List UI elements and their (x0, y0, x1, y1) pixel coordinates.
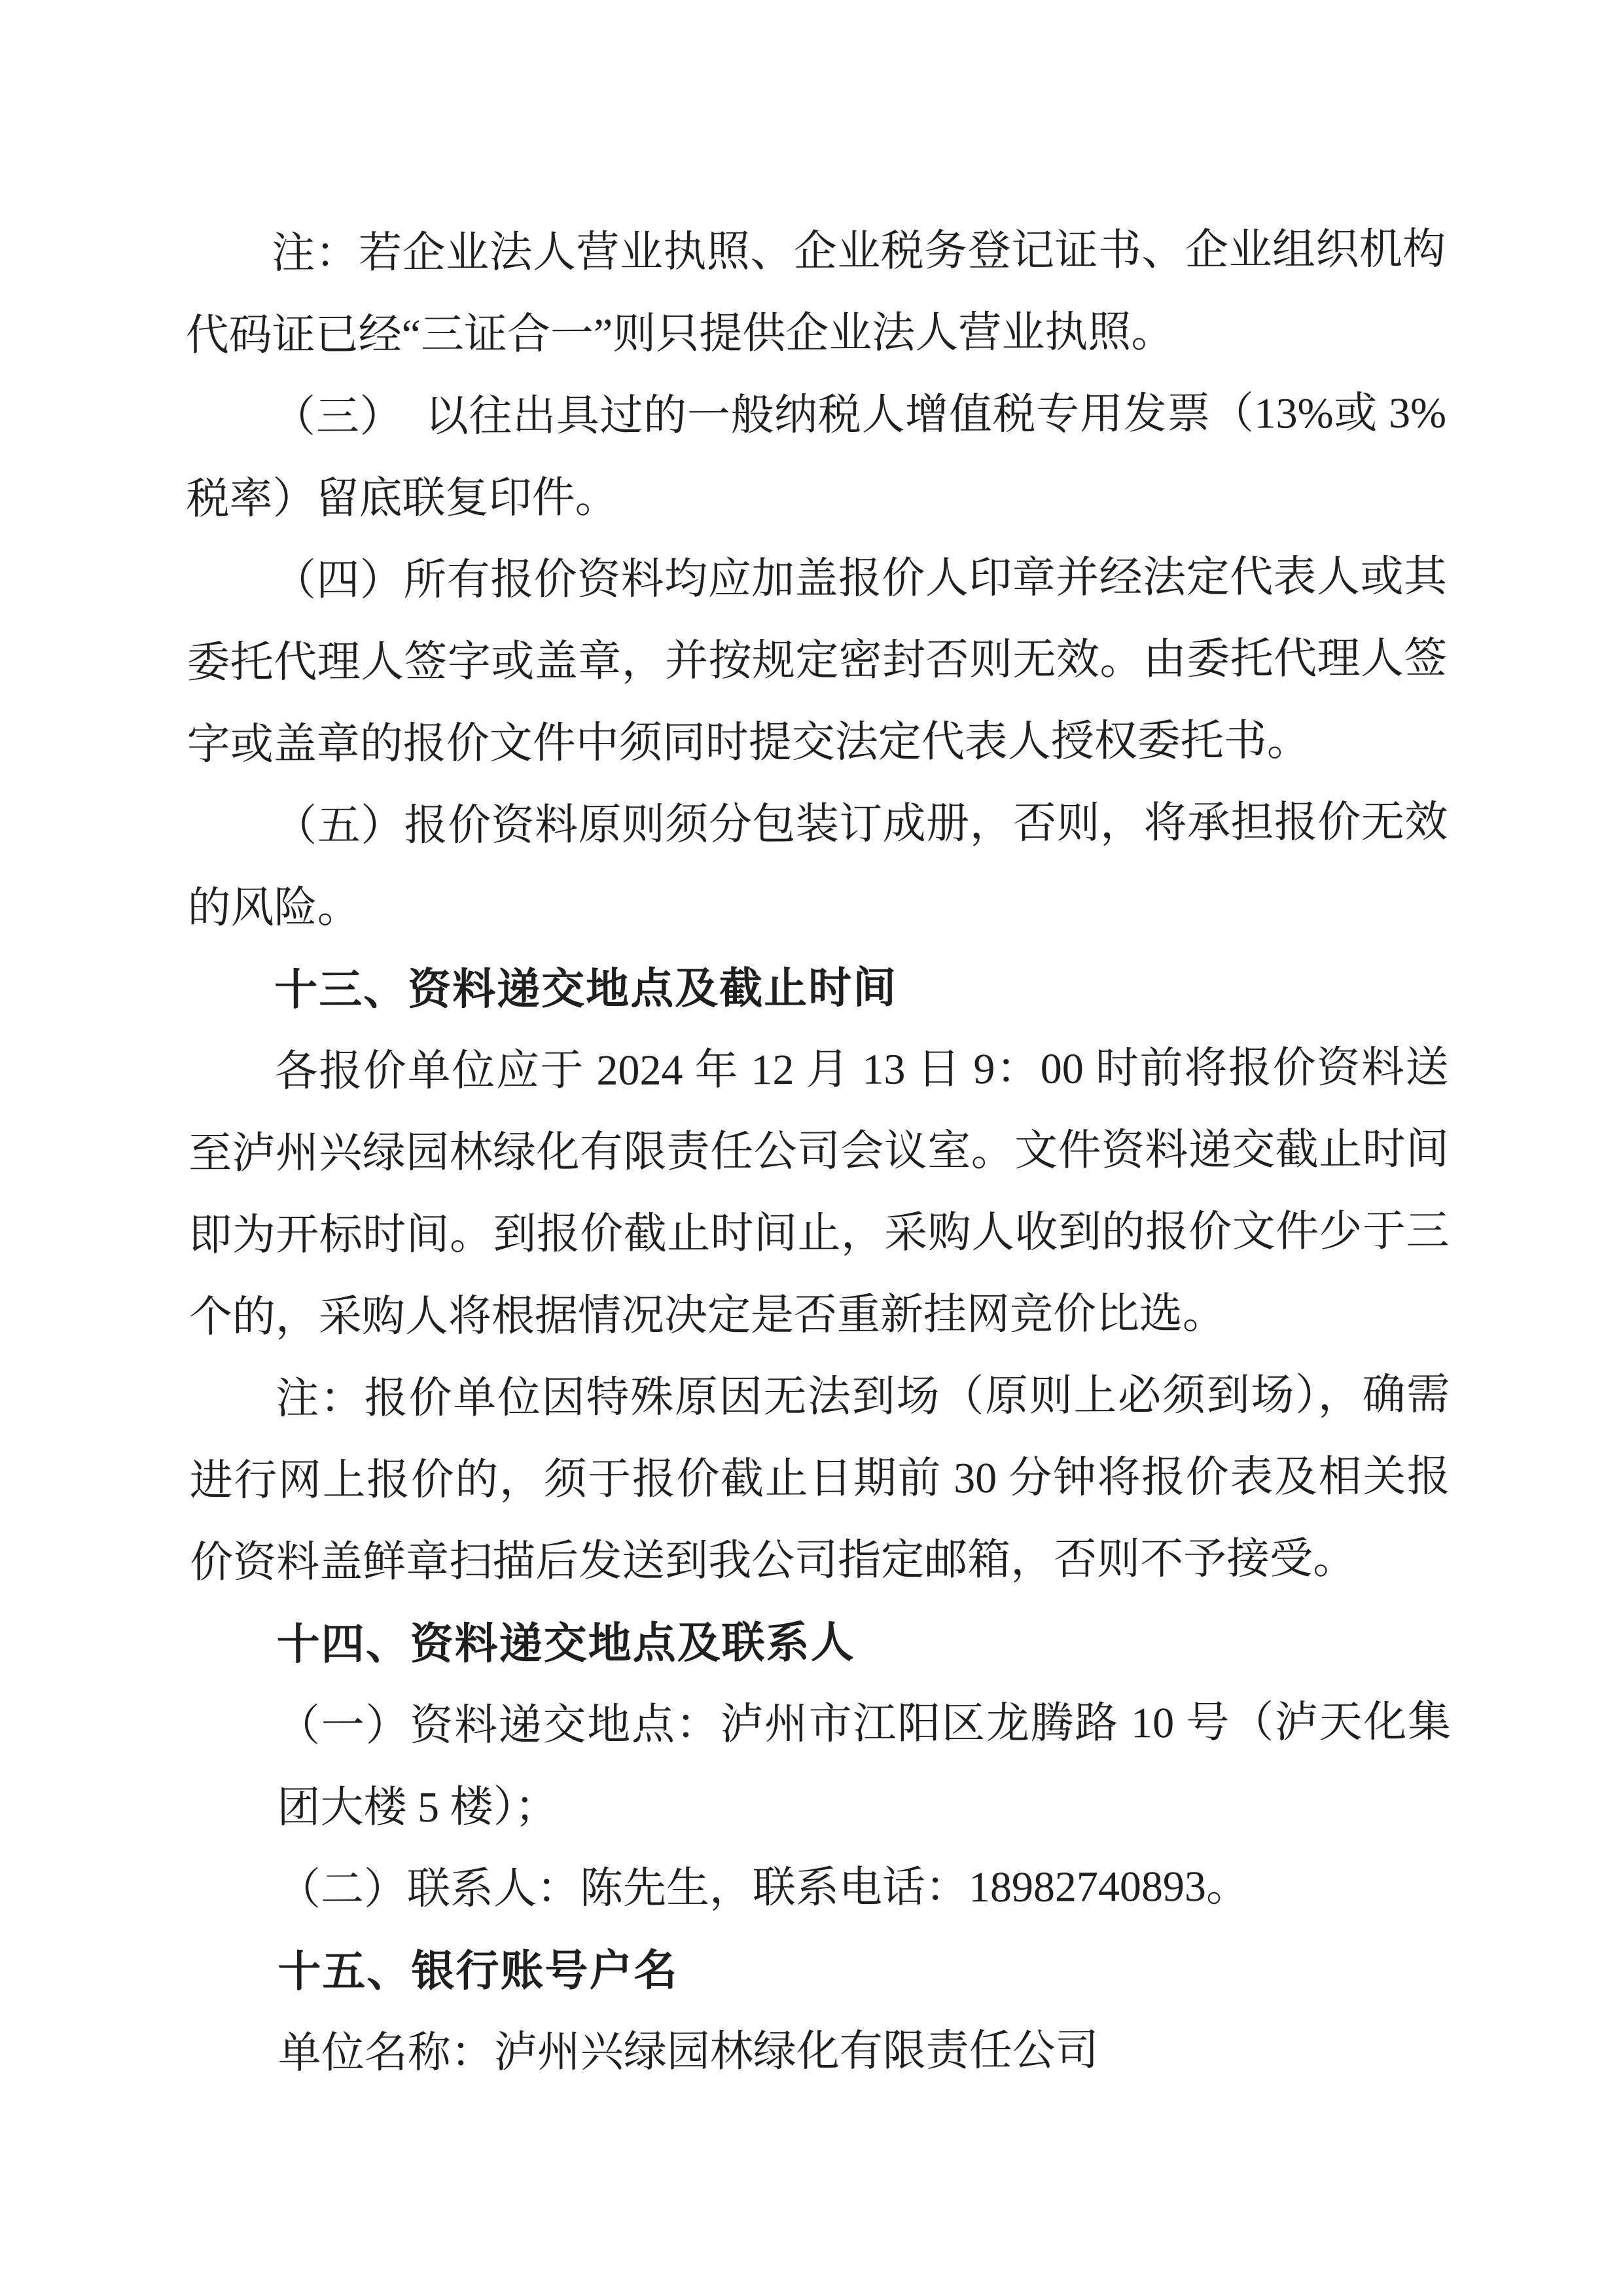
body-line: （四）所有报价资料均应加盖报价人印章并经法定代表人或其 (272, 552, 1448, 605)
body-line: 委托代理人签字或盖章，并按规定密封否则无效。由委托代理人签 (187, 634, 1448, 687)
body-line: 代码证已经“三证合一”则只提供企业法人营业执照。 (185, 308, 1175, 360)
body-line: 进行网上报价的，须于报价截止日期前 30 分钟将报价表及相关报 (189, 1452, 1450, 1505)
section-heading: 十四、资料递交地点及联系人 (276, 1617, 855, 1668)
document-content (185, 209, 1452, 2095)
body-line: 的风险。 (187, 884, 361, 933)
body-line: （二）联系人：陈先生，联系电话：18982740893。 (277, 1862, 1250, 1914)
body-line: 注：报价单位因特殊原因无法到场（原则上必须到场），确需 (276, 1371, 1450, 1423)
body-line: （一）资料递交地点：泸州市江阳区龙腾路 10 号（泸天化集 (276, 1698, 1452, 1750)
body-line: 个的，采购人将根据情况决定是否重新挂网竞价比选。 (188, 1289, 1226, 1342)
body-line: 至泸州兴绿园林绿化有限责任公司会议室。文件资料递交截止时间 (188, 1125, 1450, 1178)
body-line: 价资料盖鲜章扫描后发送到我公司指定邮箱，否则不予接受。 (190, 1535, 1357, 1587)
body-line: 即为开标时间。到报价截止时间止，采购人收到的报价文件少于三 (188, 1207, 1450, 1260)
section-heading: 十三、资料递交地点及截止时间 (274, 963, 898, 1014)
body-line: （三） 以往出具过的一般纳税人增值税专用发票（13%或 3% (272, 389, 1447, 441)
section-heading: 十五、银行账号户名 (277, 1945, 679, 1996)
body-line: 各报价单位应于 2024 年 12 月 13 日 9：00 时前将报价资料送 (274, 1043, 1449, 1096)
body-line: 字或盖章的报价文件中须同时提交法定代表人授权委托书。 (187, 717, 1310, 769)
body-line: 注：若企业法人营业执照、企业税务登记证书、企业组织机构 (272, 225, 1446, 278)
body-line: 单位名称：泸州兴绿园林绿化有限责任公司 (277, 2026, 1099, 2077)
body-line: 团大楼 5 楼）； (277, 1783, 558, 1832)
body-line: 税率）留底联复印件。 (186, 474, 618, 524)
body-line: （五）报价资料原则须分包装订成册，否则，将承担报价无效 (274, 798, 1448, 850)
